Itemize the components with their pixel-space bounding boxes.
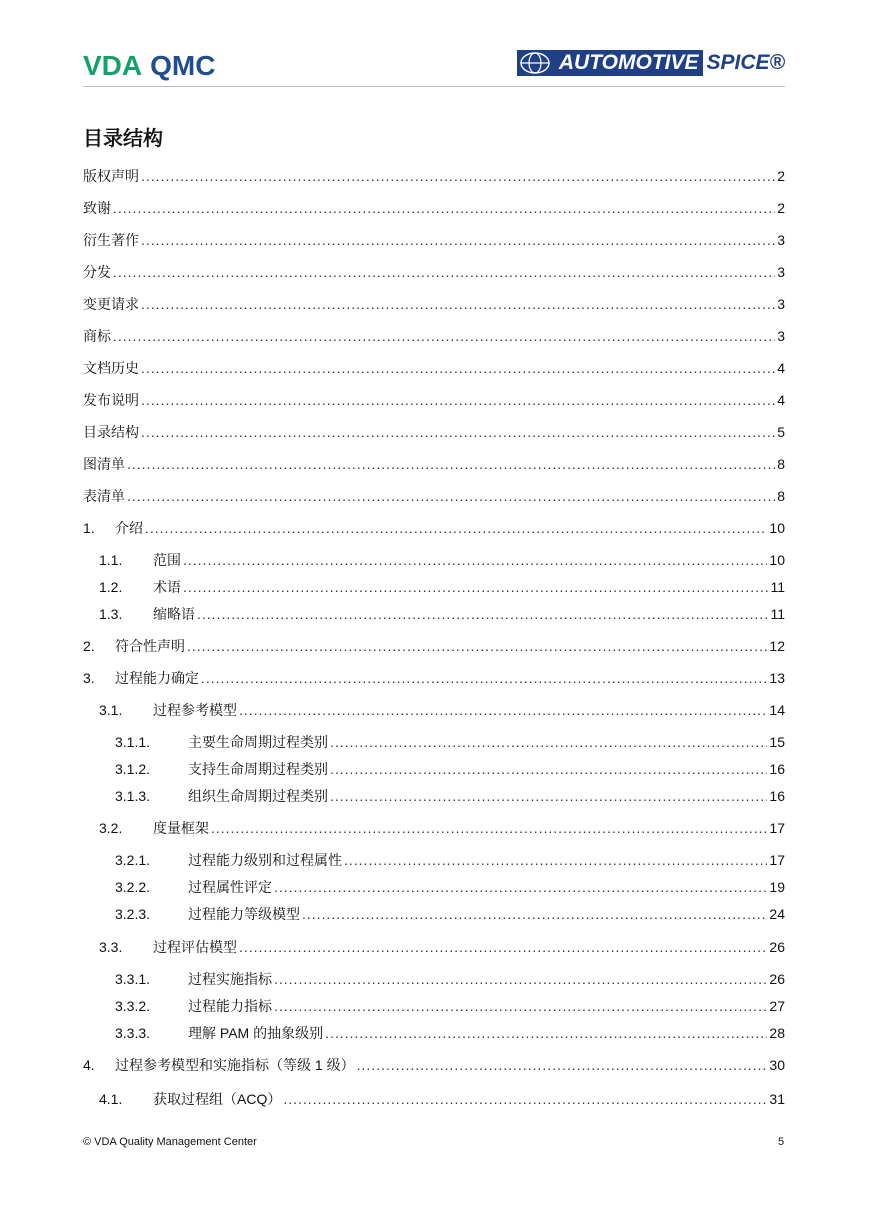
toc-dot-leader (141, 231, 775, 249)
toc-entry-label: 术语 (153, 579, 181, 595)
toc-entry[interactable] (99, 551, 785, 569)
toc-entry[interactable] (83, 669, 785, 687)
toc-dot-leader (141, 391, 775, 409)
toc-entry-number: 4. (83, 1057, 95, 1073)
page-header (83, 48, 785, 86)
toc-entry-label: 理解 PAM 的抽象级别 (188, 1025, 324, 1041)
toc-entry[interactable] (83, 167, 785, 185)
toc-dot-leader (325, 1024, 767, 1042)
toc-entry-label: 主要生命周期过程类别 (188, 734, 328, 750)
toc-entry-label: 过程能力确定 (115, 670, 199, 686)
toc-dot-leader (141, 295, 775, 313)
toc-entry[interactable] (83, 391, 785, 409)
toc-entry-page: 3 (777, 328, 785, 344)
toc-entry[interactable] (99, 938, 785, 956)
toc-entry-page: 3 (777, 296, 785, 312)
toc-entry-label: 致谢 (83, 200, 111, 216)
qmc-logo-text: QMC (150, 50, 216, 81)
toc-entry-page: 2 (777, 200, 785, 216)
toc-entry[interactable] (115, 905, 785, 923)
toc-entry[interactable] (99, 1090, 785, 1108)
toc-entry-page: 26 (769, 939, 785, 955)
toc-dot-leader (127, 487, 775, 505)
toc-dot-leader (330, 760, 767, 778)
toc-entry-label: 过程实施指标 (188, 971, 272, 987)
toc-dot-leader (211, 819, 767, 837)
toc-entry-page: 16 (769, 761, 785, 777)
toc-entry-label: 符合性声明 (115, 638, 185, 654)
toc-entry-label: 过程能力等级模型 (188, 906, 300, 922)
toc-entry-label: 目录结构 (83, 424, 139, 440)
toc-entry-page: 4 (777, 360, 785, 376)
toc-entry[interactable] (115, 878, 785, 896)
toc-dot-leader (201, 669, 767, 687)
toc-dot-leader (187, 637, 767, 655)
footer-copyright: © VDA Quality Management Center (83, 1136, 257, 1148)
toc-entry[interactable] (115, 970, 785, 988)
toc-dot-leader (239, 938, 767, 956)
toc-entry-number: 3. (83, 670, 95, 686)
toc-entry[interactable] (115, 1024, 785, 1042)
toc-entry-number: 3.3.2. (115, 998, 151, 1014)
toc-dot-leader (330, 733, 767, 751)
toc-entry-label: 变更请求 (83, 296, 139, 312)
toc-entry-page: 4 (777, 392, 785, 408)
toc-entry-page: 8 (777, 488, 785, 504)
toc-entry-label: 获取过程组（ACQ） (153, 1091, 282, 1107)
toc-dot-leader (197, 605, 768, 623)
toc-entry[interactable] (83, 519, 785, 537)
toc-entry-label: 过程属性评定 (188, 879, 272, 895)
toc-entry-page: 11 (770, 579, 785, 595)
toc-entry-number: 4.1. (99, 1091, 123, 1107)
toc-entry-label: 组织生命周期过程类别 (188, 788, 328, 804)
toc-entry[interactable] (83, 263, 785, 281)
toc-dot-leader (283, 1090, 767, 1108)
toc-entry[interactable] (83, 295, 785, 313)
toc-dot-leader (127, 455, 775, 473)
toc-entry-page: 10 (769, 520, 785, 536)
automotive-text: AUTOMOTIVE (553, 50, 703, 76)
toc-entry[interactable] (115, 760, 785, 778)
toc-entry-page: 11 (770, 606, 785, 622)
toc-entry-page: 10 (769, 552, 785, 568)
toc-entry-label: 介绍 (115, 520, 143, 536)
toc-dot-leader (183, 551, 767, 569)
page-title: 目录结构 (83, 128, 163, 150)
toc-entry-page: 3 (777, 232, 785, 248)
toc-dot-leader (145, 519, 767, 537)
toc-entry[interactable] (99, 605, 785, 623)
toc-dot-leader (302, 905, 767, 923)
toc-entry-label: 支持生命周期过程类别 (188, 761, 328, 777)
toc-entry-number: 3.2.2. (115, 879, 151, 895)
toc-entry-page: 17 (769, 852, 785, 868)
toc-entry[interactable] (83, 327, 785, 345)
toc-entry-number: 3.3.3. (115, 1025, 151, 1041)
toc-entry-page: 5 (777, 424, 785, 440)
spice-text: SPICE® (706, 51, 785, 74)
toc-entry[interactable] (83, 359, 785, 377)
toc-dot-leader (274, 970, 767, 988)
toc-entry-number: 3.1.1. (115, 734, 151, 750)
toc-entry-page: 28 (769, 1025, 785, 1041)
toc-entry-label: 过程能力指标 (188, 998, 272, 1014)
toc-entry-page: 26 (769, 971, 785, 987)
toc-entry-page: 30 (769, 1057, 785, 1073)
footer-page-number: 5 (778, 1136, 785, 1148)
toc-entry-number: 1.1. (99, 552, 123, 568)
toc-entry-page: 3 (777, 264, 785, 280)
toc-entry-label: 过程评估模型 (153, 939, 237, 955)
toc-entry[interactable] (83, 455, 785, 473)
toc-entry-number: 3.2.3. (115, 906, 151, 922)
toc-entry-page: 17 (769, 820, 785, 836)
toc-entry-page: 27 (769, 998, 785, 1014)
toc-entry-label: 发布说明 (83, 392, 139, 408)
toc-entry-label: 缩略语 (153, 606, 195, 622)
toc-entry-label: 过程参考模型 (153, 702, 237, 718)
toc-entry[interactable] (83, 1056, 785, 1074)
toc-entry-number: 2. (83, 638, 95, 654)
toc-entry-label: 表清单 (83, 488, 125, 504)
toc-entry[interactable] (115, 851, 785, 869)
toc-entry-label: 商标 (83, 328, 111, 344)
toc-entry-number: 3.2.1. (115, 852, 151, 868)
toc-entry[interactable] (115, 997, 785, 1015)
toc-entry-page: 31 (769, 1091, 785, 1107)
toc-entry-number: 3.1.2. (115, 761, 151, 777)
toc-dot-leader (274, 878, 767, 896)
toc-entry-number: 1.3. (99, 606, 123, 622)
toc-entry[interactable] (83, 487, 785, 505)
automotive-spice-logo (517, 50, 785, 76)
toc-entry-number: 1. (83, 520, 95, 536)
toc-entry-page: 24 (769, 906, 785, 922)
toc-entry-page: 15 (769, 734, 785, 750)
toc-dot-leader (183, 578, 768, 596)
toc-entry-page: 16 (769, 788, 785, 804)
toc-entry-label: 过程能力级别和过程属性 (188, 852, 342, 868)
toc-entry-number: 1.2. (99, 579, 123, 595)
toc-dot-leader (357, 1056, 768, 1074)
toc-entry[interactable] (115, 787, 785, 805)
toc-dot-leader (141, 167, 775, 185)
toc-entry-label: 度量框架 (153, 820, 209, 836)
toc-entry-page: 14 (769, 702, 785, 718)
toc-dot-leader (113, 263, 775, 281)
toc-entry[interactable] (83, 423, 785, 441)
toc-entry-label: 范围 (153, 552, 181, 568)
header-divider (83, 86, 785, 87)
toc-entry-label: 版权声明 (83, 168, 139, 184)
toc-entry[interactable] (99, 701, 785, 719)
toc-entry-page: 12 (769, 638, 785, 654)
toc-entry-number: 3.2. (99, 820, 123, 836)
toc-entry[interactable] (99, 819, 785, 837)
toc-entry-page: 8 (777, 456, 785, 472)
toc-entry-number: 3.3.1. (115, 971, 151, 987)
toc-dot-leader (113, 199, 775, 217)
vda-logo-text: VDA (83, 50, 143, 81)
vda-qmc-logo (83, 50, 215, 82)
toc-dot-leader (141, 359, 775, 377)
toc-entry[interactable] (99, 578, 785, 596)
toc-entry-page: 2 (777, 168, 785, 184)
toc-entry-number: 3.1. (99, 702, 123, 718)
toc-entry-page: 13 (769, 670, 785, 686)
toc-entry-number: 3.3. (99, 939, 123, 955)
toc-entry-label: 过程参考模型和实施指标（等级 1 级） (115, 1057, 355, 1073)
toc-entry-label: 文档历史 (83, 360, 139, 376)
toc-dot-leader (344, 851, 767, 869)
toc-entry[interactable] (115, 733, 785, 751)
toc-entry-label: 衍生著作 (83, 232, 139, 248)
toc-entry[interactable] (83, 231, 785, 249)
toc-dot-leader (113, 327, 775, 345)
toc-dot-leader (274, 997, 767, 1015)
toc-dot-leader (141, 423, 775, 441)
toc-entry-page: 19 (769, 879, 785, 895)
toc-dot-leader (239, 701, 767, 719)
toc-entry-label: 分发 (83, 264, 111, 280)
toc-entry-label: 图清单 (83, 456, 125, 472)
toc-entry-number: 3.1.3. (115, 788, 151, 804)
toc-entry[interactable] (83, 199, 785, 217)
toc-entry[interactable] (83, 637, 785, 655)
toc-dot-leader (330, 787, 767, 805)
globe-icon (517, 50, 553, 76)
